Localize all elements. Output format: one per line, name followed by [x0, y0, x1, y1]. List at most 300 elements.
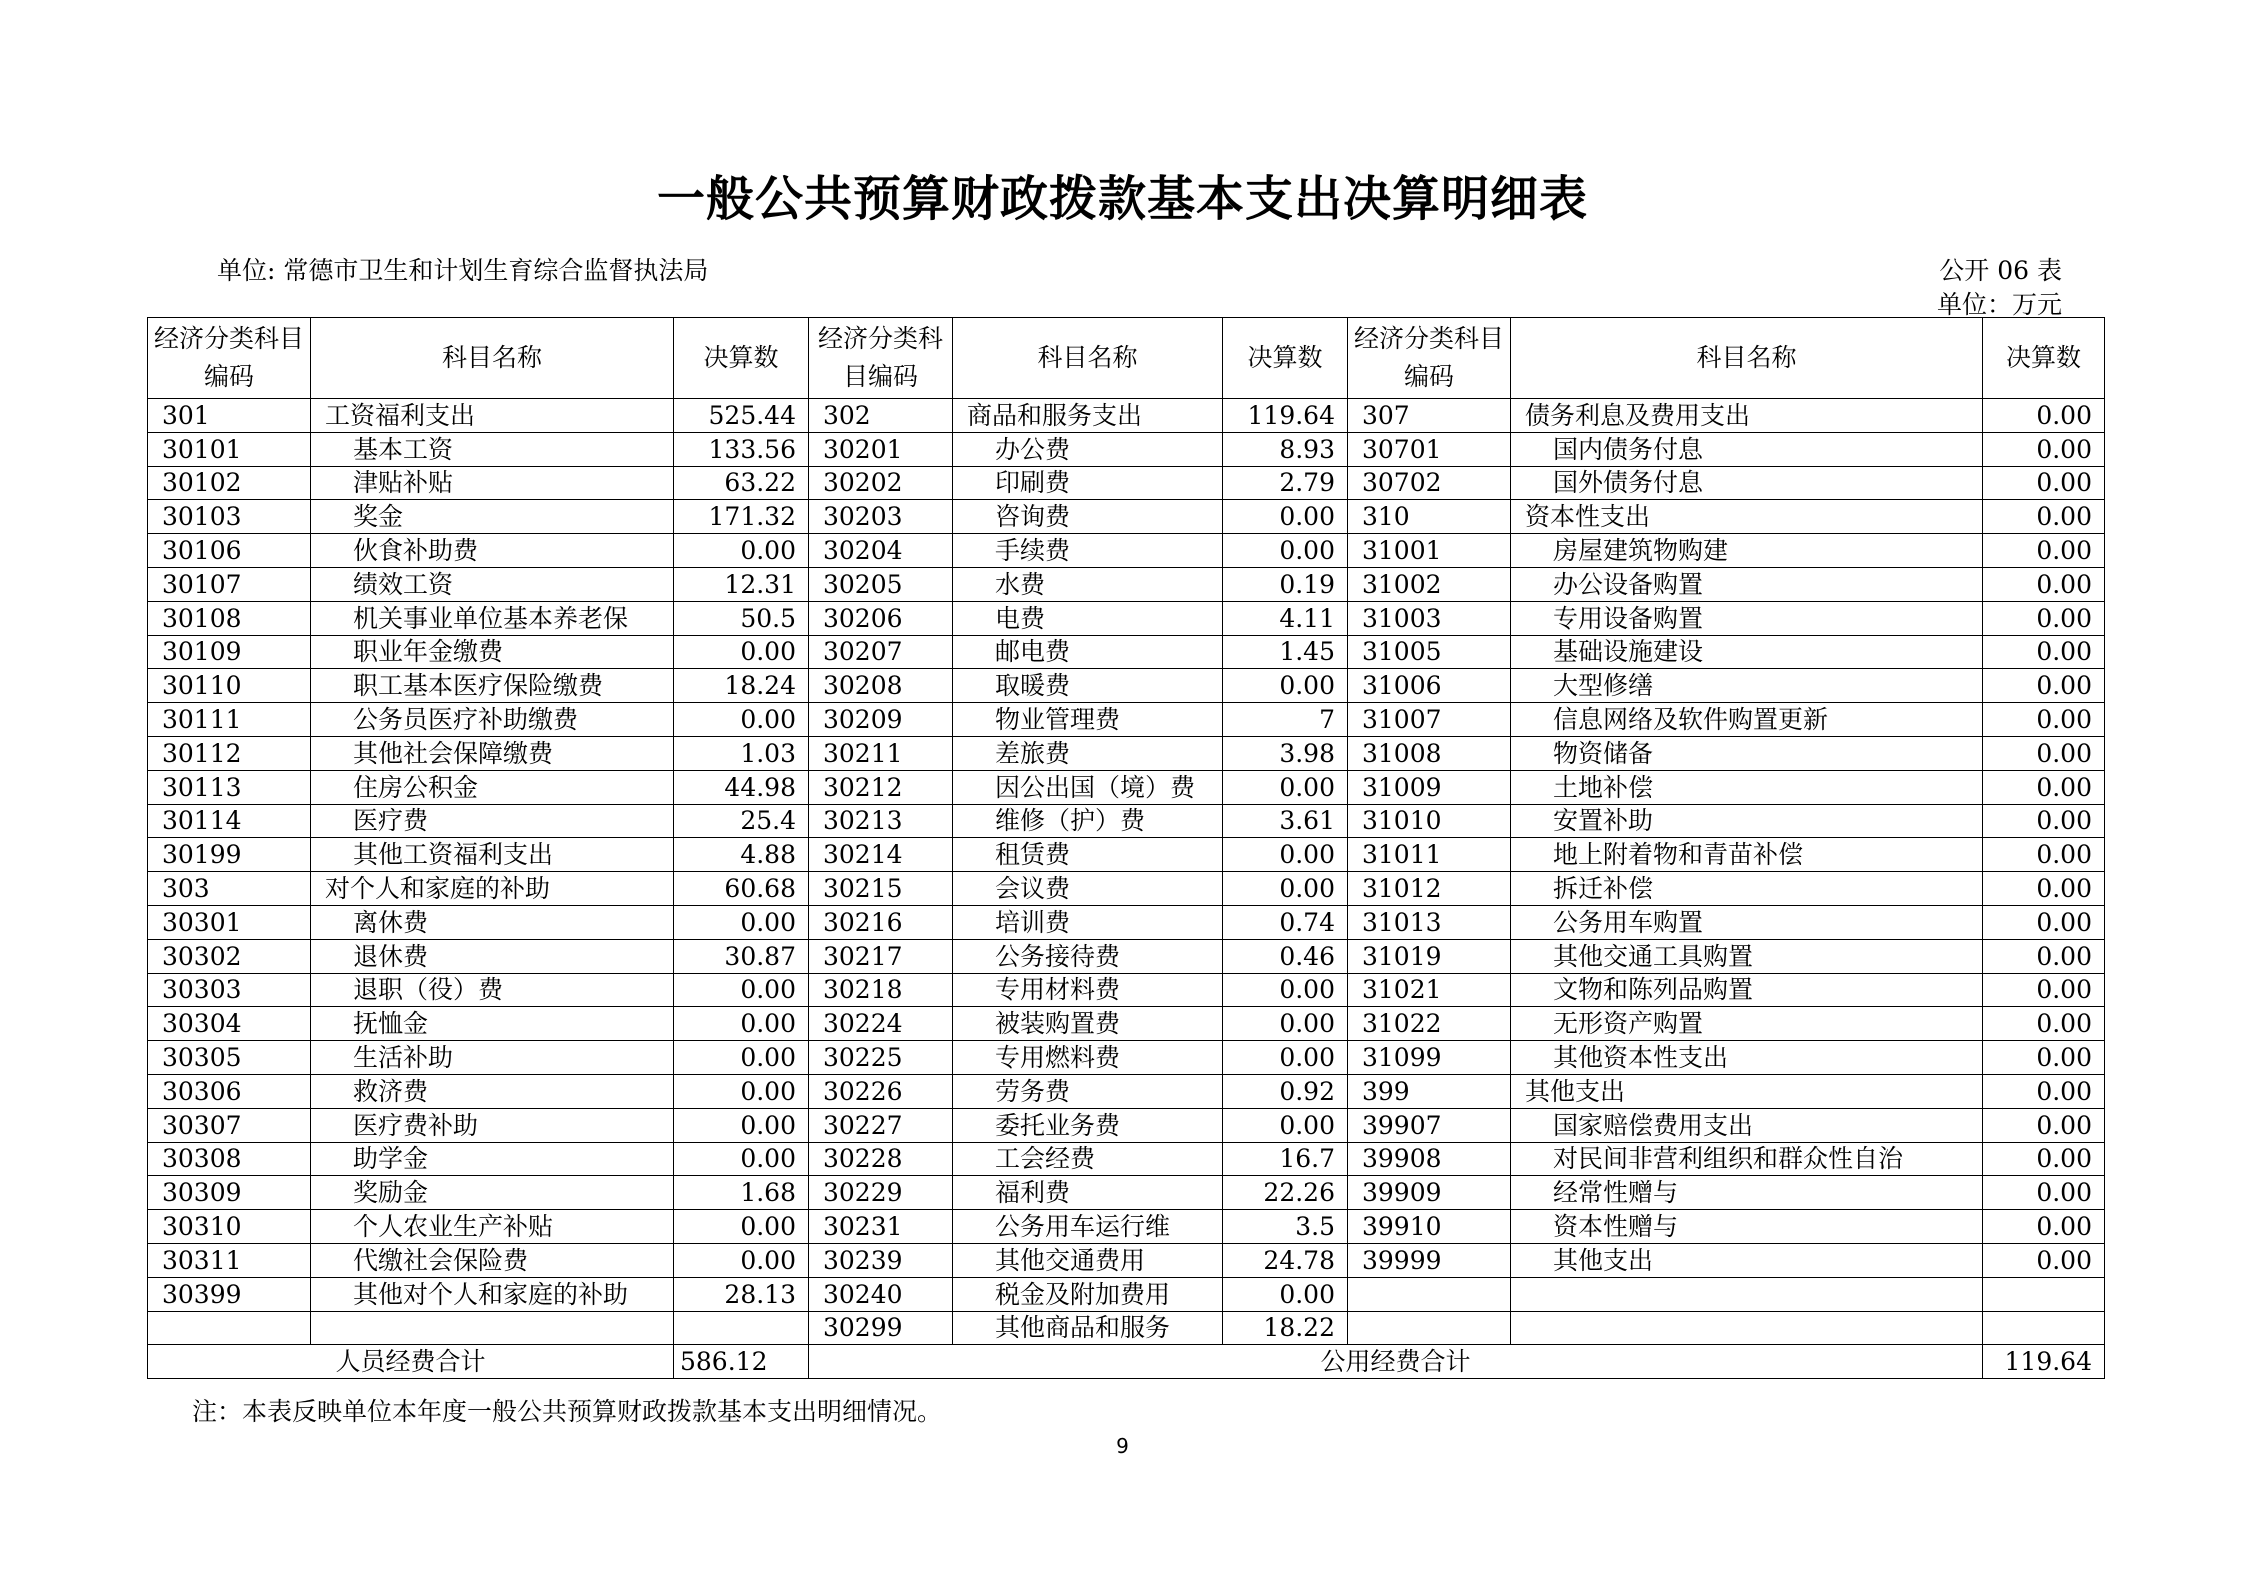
cell-name: 其他工资福利支出	[311, 838, 674, 872]
cell-code: 30229	[809, 1176, 953, 1210]
cell-amount: 0.46	[1223, 939, 1348, 973]
cell-amount: 0.00	[1983, 1074, 2105, 1108]
cell-name: 奖励金	[311, 1176, 674, 1210]
cell-name: 国家赔偿费用支出	[1511, 1108, 1983, 1142]
cell-code: 30302	[148, 939, 311, 973]
cell-code: 39910	[1348, 1210, 1511, 1244]
cell-name: 医疗费	[311, 804, 674, 838]
cell-code: 39909	[1348, 1176, 1511, 1210]
cell-amount: 0.00	[674, 905, 809, 939]
cell-name: 被装购置费	[953, 1007, 1223, 1041]
cell-name: 住房公积金	[311, 770, 674, 804]
cell-name: 公务员医疗补助缴费	[311, 703, 674, 737]
cell-code: 30701	[1348, 432, 1511, 466]
table-row	[148, 1108, 2105, 1142]
header-code-1: 经济分类科目编码	[148, 318, 311, 399]
cell-name: 其他社会保障缴费	[311, 736, 674, 770]
cell-code: 30206	[809, 601, 953, 635]
header-name-3: 科目名称	[1511, 318, 1983, 399]
cell-amount	[1983, 1277, 2105, 1311]
cell-code: 301	[148, 399, 311, 433]
table-row	[148, 567, 2105, 601]
cell-code: 30213	[809, 804, 953, 838]
table-note: 注：本表反映单位本年度一般公共预算财政拨款基本支出明细情况。	[192, 1397, 943, 1426]
cell-name: 工资福利支出	[311, 399, 674, 433]
cell-name	[311, 1311, 674, 1345]
cell-name: 生活补助	[311, 1041, 674, 1075]
header-name-2: 科目名称	[953, 318, 1223, 399]
cell-name: 手续费	[953, 534, 1223, 568]
cell-name: 债务利息及费用支出	[1511, 399, 1983, 433]
header-amount-2: 决算数	[1223, 318, 1348, 399]
cell-amount: 28.13	[674, 1277, 809, 1311]
cell-code: 30218	[809, 973, 953, 1007]
cell-name: 工会经费	[953, 1142, 1223, 1176]
cell-name: 委托业务费	[953, 1108, 1223, 1142]
cell-name: 退休费	[311, 939, 674, 973]
cell-name: 公务用车购置	[1511, 905, 1983, 939]
cell-code: 31010	[1348, 804, 1511, 838]
cell-code: 30208	[809, 669, 953, 703]
cell-code: 30301	[148, 905, 311, 939]
cell-name: 其他对个人和家庭的补助	[311, 1277, 674, 1311]
cell-code: 30228	[809, 1142, 953, 1176]
cell-code: 31011	[1348, 838, 1511, 872]
cell-name: 专用燃料费	[953, 1041, 1223, 1075]
cell-amount: 1.68	[674, 1176, 809, 1210]
cell-amount: 0.00	[1983, 1108, 2105, 1142]
cell-name: 对个人和家庭的补助	[311, 872, 674, 906]
cell-amount: 0.00	[1983, 1176, 2105, 1210]
cell-code	[148, 1311, 311, 1345]
cell-name: 其他交通费用	[953, 1243, 1223, 1277]
cell-code: 30199	[148, 838, 311, 872]
expenditure-table	[147, 317, 2105, 1379]
cell-name: 退职（役）费	[311, 973, 674, 1007]
cell-amount: 3.61	[1223, 804, 1348, 838]
cell-code: 30101	[148, 432, 311, 466]
cell-name: 资本性赠与	[1511, 1210, 1983, 1244]
cell-name	[1511, 1311, 1983, 1345]
cell-amount: 2.79	[1223, 466, 1348, 500]
cell-name: 电费	[953, 601, 1223, 635]
cell-amount: 0.00	[1223, 770, 1348, 804]
cell-amount: 0.00	[1223, 1277, 1348, 1311]
cell-code: 30309	[148, 1176, 311, 1210]
cell-code: 30299	[809, 1311, 953, 1345]
cell-amount: 0.00	[1983, 432, 2105, 466]
cell-code: 30103	[148, 500, 311, 534]
cell-name: 对民间非营利组织和群众性自治	[1511, 1142, 1983, 1176]
header-name-1: 科目名称	[311, 318, 674, 399]
cell-name: 资本性支出	[1511, 500, 1983, 534]
cell-code: 30202	[809, 466, 953, 500]
cell-amount: 0.00	[1983, 500, 2105, 534]
cell-amount: 1.45	[1223, 635, 1348, 669]
cell-code: 31013	[1348, 905, 1511, 939]
cell-name: 维修（护）费	[953, 804, 1223, 838]
cell-code: 30203	[809, 500, 953, 534]
cell-amount: 0.19	[1223, 567, 1348, 601]
cell-code: 30308	[148, 1142, 311, 1176]
cell-code: 399	[1348, 1074, 1511, 1108]
cell-code: 30102	[148, 466, 311, 500]
cell-amount: 0.00	[674, 1007, 809, 1041]
table-row	[148, 1243, 2105, 1277]
cell-code	[1348, 1277, 1511, 1311]
cell-name: 拆迁补偿	[1511, 872, 1983, 906]
cell-amount: 0.00	[1223, 1041, 1348, 1075]
cell-amount: 0.00	[674, 1210, 809, 1244]
cell-amount: 4.88	[674, 838, 809, 872]
cell-amount	[674, 1311, 809, 1345]
table-row	[148, 1176, 2105, 1210]
table-row	[148, 1074, 2105, 1108]
cell-code: 31008	[1348, 736, 1511, 770]
cell-code: 30114	[148, 804, 311, 838]
cell-amount: 0.00	[1223, 1108, 1348, 1142]
cell-amount: 0.00	[1983, 466, 2105, 500]
header-amount-3: 决算数	[1983, 318, 2105, 399]
cell-amount: 0.00	[1983, 736, 2105, 770]
cell-code: 30231	[809, 1210, 953, 1244]
cell-amount: 0.00	[1983, 567, 2105, 601]
cell-code: 307	[1348, 399, 1511, 433]
cell-name: 地上附着物和青苗补偿	[1511, 838, 1983, 872]
cell-name: 公务用车运行维	[953, 1210, 1223, 1244]
cell-code: 30307	[148, 1108, 311, 1142]
cell-code: 30224	[809, 1007, 953, 1041]
cell-code: 30304	[148, 1007, 311, 1041]
cell-amount: 0.00	[1983, 1041, 2105, 1075]
cell-code: 30205	[809, 567, 953, 601]
cell-name: 国内债务付息	[1511, 432, 1983, 466]
cell-name: 基本工资	[311, 432, 674, 466]
table-row	[148, 432, 2105, 466]
cell-amount: 0.00	[1983, 1210, 2105, 1244]
table-row	[148, 1311, 2105, 1345]
cell-name: 经常性赠与	[1511, 1176, 1983, 1210]
cell-code: 31019	[1348, 939, 1511, 973]
table-row	[148, 770, 2105, 804]
cell-amount: 119.64	[1223, 399, 1348, 433]
cell-name: 伙食补助费	[311, 534, 674, 568]
cell-name: 个人农业生产补贴	[311, 1210, 674, 1244]
cell-code	[1348, 1311, 1511, 1345]
cell-amount: 16.7	[1223, 1142, 1348, 1176]
cell-amount: 0.00	[1983, 770, 2105, 804]
cell-name: 信息网络及软件购置更新	[1511, 703, 1983, 737]
cell-code: 39908	[1348, 1142, 1511, 1176]
cell-amount: 22.26	[1223, 1176, 1348, 1210]
cell-amount: 44.98	[674, 770, 809, 804]
reporting-unit: 单位: 常德市卫生和计划生育综合监督执法局	[217, 256, 709, 285]
header-amount-1: 决算数	[674, 318, 809, 399]
cell-amount: 3.98	[1223, 736, 1348, 770]
cell-name: 水费	[953, 567, 1223, 601]
cell-code: 30217	[809, 939, 953, 973]
cell-name: 文物和陈列品购置	[1511, 973, 1983, 1007]
cell-amount: 0.00	[674, 1142, 809, 1176]
cell-name: 救济费	[311, 1074, 674, 1108]
cell-amount: 50.5	[674, 601, 809, 635]
cell-amount: 0.00	[674, 1074, 809, 1108]
table-row	[148, 635, 2105, 669]
cell-amount: 0.00	[674, 1108, 809, 1142]
table-row	[148, 1277, 2105, 1311]
cell-name: 机关事业单位基本养老保	[311, 601, 674, 635]
cell-amount: 0.92	[1223, 1074, 1348, 1108]
cell-code: 30240	[809, 1277, 953, 1311]
cell-name: 其他支出	[1511, 1243, 1983, 1277]
cell-amount: 0.00	[1983, 804, 2105, 838]
cell-amount: 63.22	[674, 466, 809, 500]
cell-name: 职业年金缴费	[311, 635, 674, 669]
cell-amount: 0.00	[1983, 635, 2105, 669]
cell-name: 税金及附加费用	[953, 1277, 1223, 1311]
cell-code: 30209	[809, 703, 953, 737]
table-row	[148, 399, 2105, 433]
cell-name: 助学金	[311, 1142, 674, 1176]
personnel-total-value: 586.12	[674, 1345, 809, 1379]
cell-name: 抚恤金	[311, 1007, 674, 1041]
cell-amount: 0.00	[1223, 973, 1348, 1007]
cell-amount: 0.74	[1223, 905, 1348, 939]
money-unit: 单位：万元	[1936, 290, 2062, 319]
table-row	[148, 500, 2105, 534]
cell-code: 31005	[1348, 635, 1511, 669]
public-total-value: 119.64	[1983, 1345, 2105, 1379]
cell-amount: 0.00	[1983, 973, 2105, 1007]
cell-code: 31009	[1348, 770, 1511, 804]
cell-code: 30215	[809, 872, 953, 906]
cell-name: 商品和服务支出	[953, 399, 1223, 433]
cell-code: 31003	[1348, 601, 1511, 635]
cell-code: 30212	[809, 770, 953, 804]
table-row	[148, 736, 2105, 770]
cell-code: 30239	[809, 1243, 953, 1277]
cell-amount: 0.00	[1983, 1142, 2105, 1176]
table-row	[148, 973, 2105, 1007]
cell-amount: 0.00	[1223, 500, 1348, 534]
cell-name: 离休费	[311, 905, 674, 939]
cell-code: 30110	[148, 669, 311, 703]
cell-code: 39999	[1348, 1243, 1511, 1277]
cell-code: 30227	[809, 1108, 953, 1142]
cell-code: 30399	[148, 1277, 311, 1311]
cell-code: 30310	[148, 1210, 311, 1244]
cell-code: 30226	[809, 1074, 953, 1108]
cell-name: 土地补偿	[1511, 770, 1983, 804]
cell-amount: 4.11	[1223, 601, 1348, 635]
cell-amount: 0.00	[674, 534, 809, 568]
totals-row	[148, 1345, 2105, 1379]
table-row	[148, 1142, 2105, 1176]
cell-amount: 8.93	[1223, 432, 1348, 466]
cell-name: 房屋建筑物购建	[1511, 534, 1983, 568]
cell-amount: 0.00	[1983, 669, 2105, 703]
cell-amount: 25.4	[674, 804, 809, 838]
public-total-label: 公用经费合计	[809, 1345, 1983, 1379]
cell-amount: 0.00	[674, 1041, 809, 1075]
cell-code: 30108	[148, 601, 311, 635]
table-row	[148, 1007, 2105, 1041]
cell-amount: 0.00	[674, 1243, 809, 1277]
table-row	[148, 601, 2105, 635]
table-row	[148, 703, 2105, 737]
table-row	[148, 872, 2105, 906]
cell-name: 其他资本性支出	[1511, 1041, 1983, 1075]
cell-amount: 24.78	[1223, 1243, 1348, 1277]
cell-amount: 0.00	[674, 973, 809, 1007]
cell-amount: 30.87	[674, 939, 809, 973]
personnel-total-label: 人员经费合计	[148, 1345, 674, 1379]
cell-amount: 171.32	[674, 500, 809, 534]
cell-amount: 12.31	[674, 567, 809, 601]
cell-code: 30216	[809, 905, 953, 939]
page-title: 一般公共预算财政拨款基本支出决算明细表	[656, 171, 1588, 227]
cell-code: 31002	[1348, 567, 1511, 601]
cell-code: 31001	[1348, 534, 1511, 568]
cell-name: 办公设备购置	[1511, 567, 1983, 601]
cell-amount: 0.00	[1223, 669, 1348, 703]
cell-code: 30106	[148, 534, 311, 568]
page-number: 9	[1116, 1434, 1129, 1458]
cell-name: 国外债务付息	[1511, 466, 1983, 500]
cell-name: 职工基本医疗保险缴费	[311, 669, 674, 703]
table-row	[148, 939, 2105, 973]
cell-amount: 133.56	[674, 432, 809, 466]
cell-code: 31007	[1348, 703, 1511, 737]
cell-code: 30109	[148, 635, 311, 669]
cell-amount: 0.00	[1983, 703, 2105, 737]
table-row	[148, 905, 2105, 939]
cell-code: 30204	[809, 534, 953, 568]
cell-name: 培训费	[953, 905, 1223, 939]
table-row	[148, 466, 2105, 500]
cell-code: 31021	[1348, 973, 1511, 1007]
cell-amount: 0.00	[674, 635, 809, 669]
cell-code: 30702	[1348, 466, 1511, 500]
cell-name: 奖金	[311, 500, 674, 534]
cell-amount: 0.00	[1983, 905, 2105, 939]
cell-name: 基础设施建设	[1511, 635, 1983, 669]
cell-amount: 18.24	[674, 669, 809, 703]
cell-name: 津贴补贴	[311, 466, 674, 500]
cell-amount: 0.00	[1983, 534, 2105, 568]
cell-amount: 3.5	[1223, 1210, 1348, 1244]
cell-amount: 525.44	[674, 399, 809, 433]
cell-amount: 0.00	[1983, 838, 2105, 872]
cell-name: 专用设备购置	[1511, 601, 1983, 635]
cell-name: 印刷费	[953, 466, 1223, 500]
cell-code: 30303	[148, 973, 311, 1007]
cell-name: 因公出国（境）费	[953, 770, 1223, 804]
cell-code: 30225	[809, 1041, 953, 1075]
cell-code: 30113	[148, 770, 311, 804]
cell-name: 取暖费	[953, 669, 1223, 703]
cell-name: 咨询费	[953, 500, 1223, 534]
cell-amount: 0.00	[1983, 872, 2105, 906]
cell-name: 办公费	[953, 432, 1223, 466]
cell-name: 其他支出	[1511, 1074, 1983, 1108]
cell-name: 租赁费	[953, 838, 1223, 872]
cell-code: 30112	[148, 736, 311, 770]
cell-amount	[1983, 1311, 2105, 1345]
cell-code: 30111	[148, 703, 311, 737]
cell-name: 其他商品和服务	[953, 1311, 1223, 1345]
cell-amount: 0.00	[1983, 939, 2105, 973]
cell-name: 代缴社会保险费	[311, 1243, 674, 1277]
header-row	[148, 318, 2105, 399]
cell-amount: 0.00	[1223, 838, 1348, 872]
cell-code: 30311	[148, 1243, 311, 1277]
cell-code: 310	[1348, 500, 1511, 534]
cell-code: 30211	[809, 736, 953, 770]
cell-name: 专用材料费	[953, 973, 1223, 1007]
cell-code: 31012	[1348, 872, 1511, 906]
header-code-2: 经济分类科目编码	[809, 318, 953, 399]
cell-code: 31022	[1348, 1007, 1511, 1041]
cell-code: 30201	[809, 432, 953, 466]
cell-code: 303	[148, 872, 311, 906]
cell-amount: 0.00	[1223, 872, 1348, 906]
table-row	[148, 669, 2105, 703]
cell-name: 邮电费	[953, 635, 1223, 669]
table-row	[148, 534, 2105, 568]
cell-name: 医疗费补助	[311, 1108, 674, 1142]
cell-name: 无形资产购置	[1511, 1007, 1983, 1041]
cell-code: 30305	[148, 1041, 311, 1075]
cell-name: 物业管理费	[953, 703, 1223, 737]
table-row	[148, 838, 2105, 872]
cell-name	[1511, 1277, 1983, 1311]
cell-code: 31099	[1348, 1041, 1511, 1075]
cell-code: 30207	[809, 635, 953, 669]
table-row	[148, 1041, 2105, 1075]
cell-amount: 18.22	[1223, 1311, 1348, 1345]
cell-amount: 0.00	[1983, 1007, 2105, 1041]
cell-amount: 0.00	[674, 703, 809, 737]
cell-name: 大型修缮	[1511, 669, 1983, 703]
cell-code: 30306	[148, 1074, 311, 1108]
form-number: 公开 06 表	[1939, 256, 2062, 285]
cell-code: 302	[809, 399, 953, 433]
cell-amount: 0.00	[1223, 1007, 1348, 1041]
cell-name: 安置补助	[1511, 804, 1983, 838]
cell-amount: 0.00	[1983, 601, 2105, 635]
cell-name: 劳务费	[953, 1074, 1223, 1108]
cell-name: 其他交通工具购置	[1511, 939, 1983, 973]
cell-code: 31006	[1348, 669, 1511, 703]
cell-code: 39907	[1348, 1108, 1511, 1142]
table-row	[148, 1210, 2105, 1244]
cell-name: 物资储备	[1511, 736, 1983, 770]
cell-amount: 0.00	[1983, 1243, 2105, 1277]
cell-name: 会议费	[953, 872, 1223, 906]
cell-code: 30107	[148, 567, 311, 601]
cell-name: 差旅费	[953, 736, 1223, 770]
cell-name: 公务接待费	[953, 939, 1223, 973]
header-code-3: 经济分类科目编码	[1348, 318, 1511, 399]
table-row	[148, 804, 2105, 838]
cell-amount: 1.03	[674, 736, 809, 770]
cell-amount: 7	[1223, 703, 1348, 737]
cell-amount: 60.68	[674, 872, 809, 906]
cell-code: 30214	[809, 838, 953, 872]
cell-name: 福利费	[953, 1176, 1223, 1210]
cell-amount: 0.00	[1983, 399, 2105, 433]
